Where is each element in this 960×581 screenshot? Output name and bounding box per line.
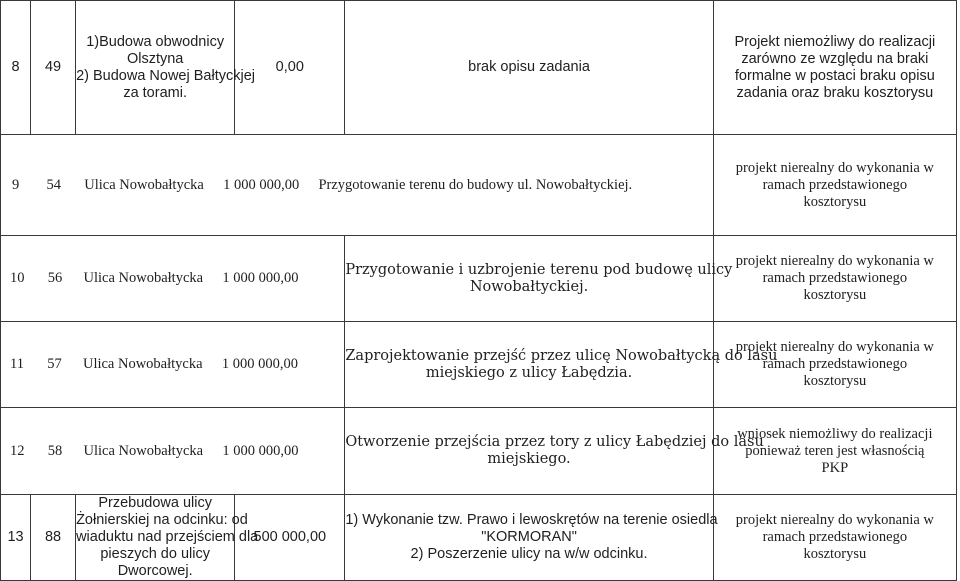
merged-row-content (1, 236, 345, 322)
project-name-line: Przebudowa ulicy (98, 495, 212, 511)
project-id: 58 (47, 442, 63, 459)
evaluation-note-line: projekt nierealny do wykonania w (735, 512, 934, 528)
project-value: 1 000 000,00 (222, 270, 299, 286)
project-description-line: "KORMORAN" (481, 529, 577, 545)
project-description (345, 236, 733, 322)
evaluation-note (713, 135, 956, 236)
project-name-line: Dworcowej. (117, 563, 193, 579)
project-description: Przygotowanie terenu do budowy ul. Nowobałtyckiej. (318, 176, 633, 193)
project-id: 49 (31, 1, 76, 135)
evaluation-note-line: wniosek niemożliwy do realizacji (737, 425, 933, 442)
evaluation-note (713, 236, 956, 322)
evaluation-note-line: projekt nierealny do wykonania w (735, 159, 934, 176)
table-row (1, 408, 957, 495)
evaluation-note-line: ponieważ teren jest własnością (745, 442, 925, 459)
project-value: 500 000,00 (235, 495, 345, 581)
project-name-line: Żołnierskiej na odcinku: od (76, 512, 248, 528)
project-description-line: Zaprojektowanie przejść przez ulicę Nowobałtycką do lasu (345, 347, 778, 364)
row-number: 10 (10, 270, 25, 286)
project-value: 1 000 000,00 (222, 442, 299, 459)
row-number: 13 (1, 495, 31, 581)
project-description (345, 1, 713, 135)
evaluation-note-line: kosztorysu (803, 287, 867, 303)
table-row (1, 236, 957, 322)
evaluation-note-line: projekt nierealny do wykonania w (735, 253, 934, 269)
project-id: 88 (31, 495, 76, 581)
project-description-line: Nowobałtyckiej. (469, 278, 589, 295)
table-row (1, 495, 957, 581)
table-row (1, 135, 957, 236)
project-description-line: brak opisu zadania (468, 59, 590, 75)
row-number: 12 (10, 442, 25, 459)
project-description-line: Otworzenie przejścia przez tory z ulicy Łabędziej do lasu (345, 434, 764, 450)
table-row (1, 1, 957, 135)
project-name-line: Olsztyna (126, 50, 184, 67)
row-number: 8 (1, 1, 31, 135)
project-name-line: wiaduktu nad przejściem dla (76, 529, 259, 545)
evaluation-note-line: ramach przedstawionego (762, 270, 908, 286)
project-name: Ulica Nowobałtycka (82, 356, 203, 372)
project-name (76, 1, 255, 135)
project-id: 54 (46, 176, 61, 193)
project-description (345, 408, 764, 495)
project-description (345, 495, 718, 581)
project-name-line: pieszych do ulicy (100, 546, 210, 562)
evaluation-note (713, 322, 956, 408)
project-name (76, 495, 259, 581)
project-value: 1 000 000,00 (223, 176, 300, 193)
merged-row-content (1, 135, 714, 236)
evaluation-note-line: kosztorysu (803, 193, 867, 210)
project-value: 0,00 (235, 1, 345, 135)
project-description-line: miejskiego z ulicy Łabędzia. (425, 364, 633, 381)
project-name-line: 1)Budowa obwodnicy (86, 33, 225, 50)
project-name: Ulica Nowobałtycka (83, 270, 204, 286)
merged-row-content (1, 408, 345, 495)
evaluation-note-line: PKP (821, 459, 849, 476)
evaluation-note-line: kosztorysu (803, 546, 867, 562)
evaluation-note-line: Projekt niemożliwy do realizacji (734, 33, 936, 50)
evaluation-note-line: projekt nierealny do wykonania w (735, 339, 934, 355)
evaluation-note (713, 408, 956, 495)
project-name-line: za torami. (123, 84, 187, 101)
project-description-line: miejskiego. (487, 451, 571, 467)
evaluation-note-line: zarówno ze względu na braki (741, 50, 929, 67)
project-value: 1 000 000,00 (221, 356, 298, 372)
project-description (345, 322, 778, 408)
project-name: Ulica Nowobałtycka (84, 176, 204, 193)
project-description-line: 2) Poszerzenie ulicy na w/w odcinku. (410, 546, 648, 562)
evaluation-note-line: ramach przedstawionego (762, 356, 908, 372)
evaluation-note-line: ramach przedstawionego (762, 176, 908, 193)
evaluation-note-line: zadania oraz braku kosztorysu (736, 84, 934, 101)
project-name-line: 2) Budowa Nowej Bałtyckjej (76, 67, 255, 84)
project-description-line: Przygotowanie i uzbrojenie terenu pod budowę ulicy (345, 261, 733, 278)
evaluation-note-line: formalne w postaci braku opisu (734, 67, 935, 84)
project-name: Ulica Nowobałtycka (83, 442, 204, 459)
evaluation-note (713, 1, 956, 135)
project-description-line: 1) Wykonanie tzw. Prawo i lewoskrętów na terenie osiedla (345, 512, 718, 528)
evaluation-note (713, 495, 956, 581)
merged-row-content (1, 322, 345, 408)
project-id: 57 (47, 356, 62, 372)
evaluation-note-line: kosztorysu (803, 373, 867, 389)
row-number: 11 (10, 356, 24, 372)
table-row (1, 322, 957, 408)
row-number: 9 (12, 176, 20, 193)
evaluation-note-line: ramach przedstawionego (762, 529, 908, 545)
project-id: 56 (47, 270, 63, 286)
